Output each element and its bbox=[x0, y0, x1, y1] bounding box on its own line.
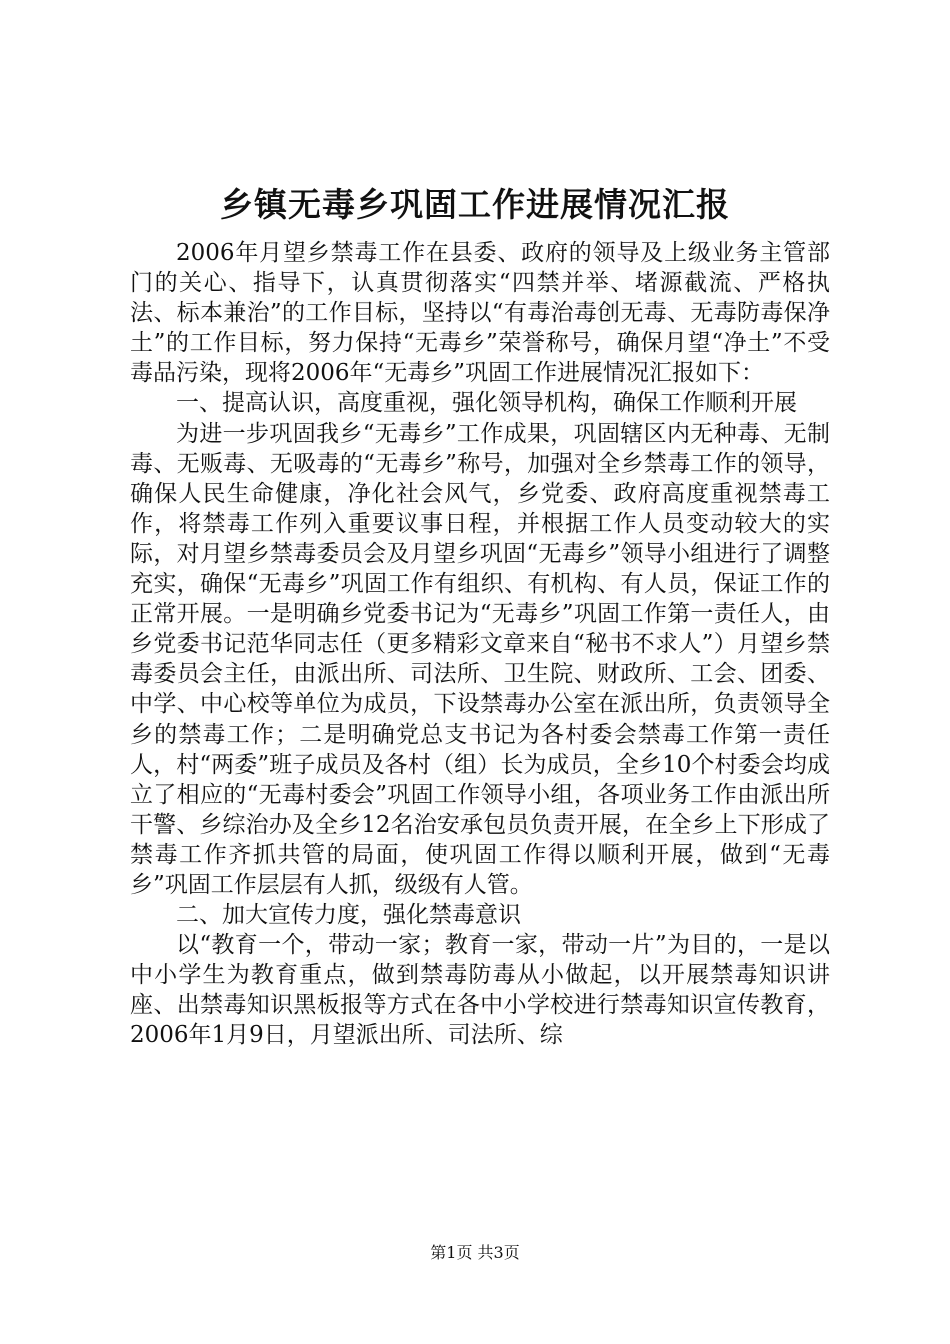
paragraph-section-1: 为进一步巩固我乡“无毒乡”工作成果，巩固辖区内无种毒、无制毒、无贩毒、无吸毒的“无毒乡”称号，加强对全乡禁毒工作的领导，确保人民生命健康，净化社会风气，乡党委、政府高度重视禁毒工作，将禁毒工作列入重要议事日程，并根据工作人员变动较大的实际，对月望乡禁毒委员会及月望乡巩固“无毒乡”领导小组进行了调整充实，确保“无毒乡”巩固工作有组织、有机构、有人员，保证工作的正常开展。一是明确乡党委书记为“无毒乡”巩固工作第一责任人，由乡党委书记范华同志任（更多精彩文章来自“秘书不求人”）月望乡禁毒委员会主任，由派出所、司法所、卫生院、财政所、工会、团委、中学、中心校等单位为成员，下设禁毒办公室在派出所，负责领导全乡的禁毒工作；二是明确党总支书记为各村委会禁毒工作第一责任人，村“两委”班子成员及各村（组）长为成员，全乡10个村委会均成立了相应的“无毒村委会”巩固工作领导小组，各项业务工作由派出所干警、乡综治办及全乡12名治安承包员负责开展，在全乡上下形成了禁毒工作齐抓共管的局面，使巩固工作得以顺利开展，做到“无毒乡”巩固工作层层有人抓，级级有人管。 bbox=[130, 420, 830, 898]
document-title: 乡镇无毒乡巩固工作进展情况汇报 bbox=[220, 185, 730, 224]
page-number-footer: 第1页 共3页 bbox=[430, 1243, 520, 1262]
paragraph-section-2: 以“教育一个，带动一家；教育一家，带动一片”为目的，一是以中小学生为教育重点，做到禁毒防毒从小做起，以开展禁毒知识讲座、出禁毒知识黑板报等方式在各中小学校进行禁毒知识宣传教育，2006年1月9日，月望派出所、司法所、综 bbox=[130, 932, 830, 1049]
section-heading-2: 二、加大宣传力度，强化禁毒意识 bbox=[176, 902, 521, 929]
paragraph-intro: 2006年月望乡禁毒工作在县委、政府的领导及上级业务主管部门的关心、指导下，认真贯彻落实“四禁并举、堵源截流、严格执法、标本兼治”的工作目标，坚持以“有毒治毒创无毒、无毒防毒保净土”的工作目标，努力保持“无毒乡”荣誉称号，确保月望“净土”不受毒品污染，现将2006年“无毒乡”巩固工作进展情况汇报如下： bbox=[130, 240, 830, 387]
section-heading-1: 一、提高认识，高度重视，强化领导机构，确保工作顺利开展 bbox=[176, 390, 797, 417]
document-body bbox=[130, 238, 830, 1051]
